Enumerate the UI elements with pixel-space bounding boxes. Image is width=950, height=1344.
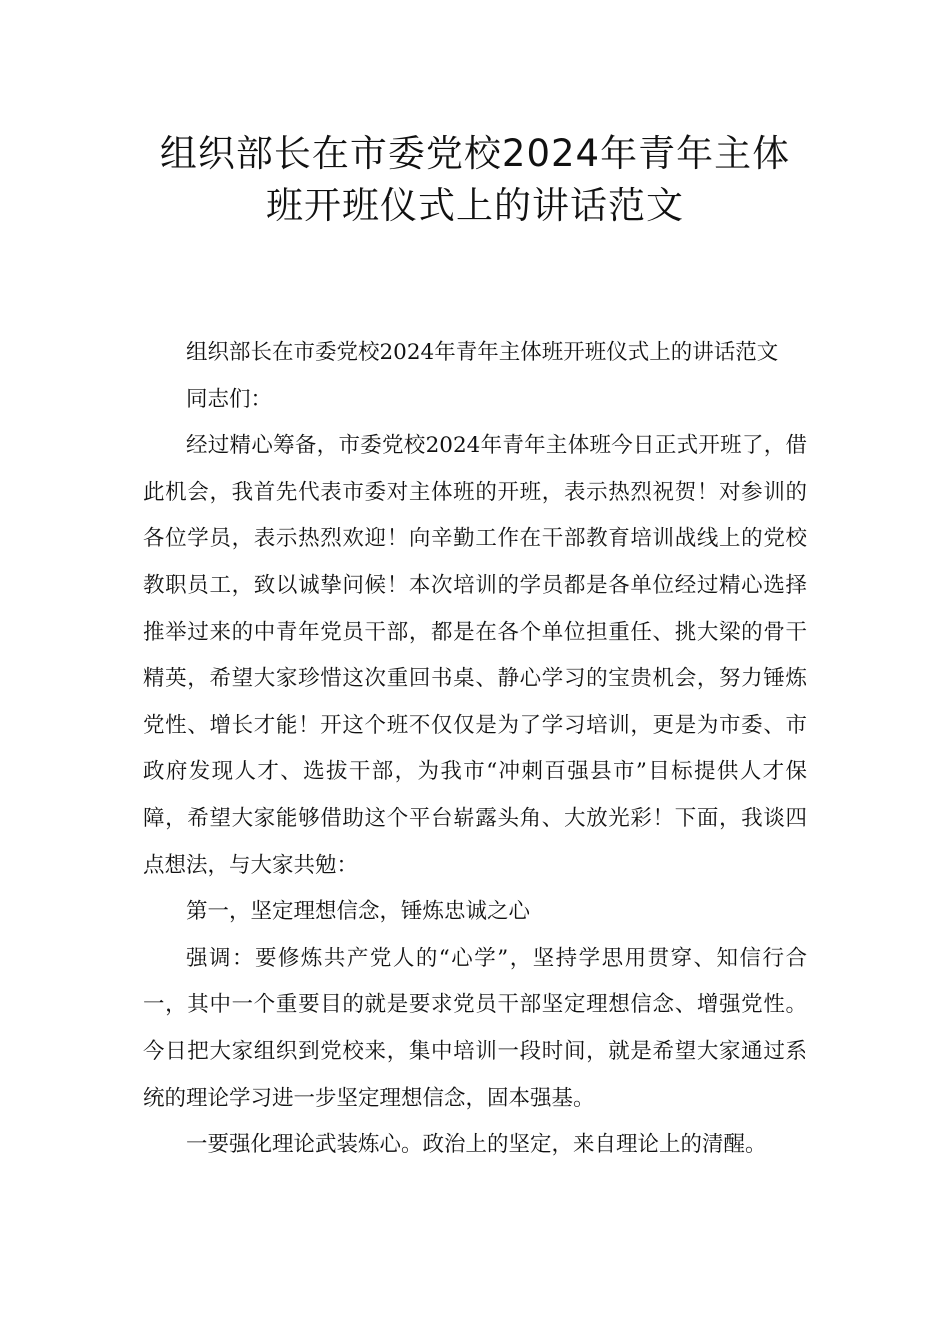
document-body	[143, 330, 807, 1169]
title-line-1: 组织部长在市委党校2024年青年主体	[159, 132, 791, 175]
paragraph-section-heading: 第一，坚定理想信念，锤炼忠诚之心	[186, 899, 531, 925]
paragraph-point-one: 一要强化理论武装炼心。政治上的坚定，来自理论上的清醒。	[186, 1132, 767, 1158]
paragraph-subtitle: 组织部长在市委党校2024年青年主体班开班仪式上的讲话范文	[186, 340, 779, 365]
paragraph-emphasis: 强调：要修炼共产党人的“心学”，坚持学思用贯穿、知信行合一，其中一个重要目的就是要求党员干部坚定理想信念、增强党性。今日把大家组织到党校来，集中培训一段时间，就是希望大家通过系统的理论学习进一步坚定理想信念，固本强基。	[143, 945, 807, 1111]
paragraph-opening: 经过精心筹备，市委党校2024年青年主体班今日正式开班了，借此机会，我首先代表市委对主体班的开班，表示热烈祝贺！对参训的各位学员，表示热烈欢迎！向辛勤工作在干部教育培训战线上的党校教职员工，致以诚挚问候！本次培训的学员都是各单位经过精心选择推举过来的中青年党员干部，都是在各个单位担重任、挑大梁的骨干精英，希望大家珍惜这次重回书桌、静心学习的宝贵机会，努力锤炼党性、增长才能！开这个班不仅仅是为了学习培训，更是为市委、市政府发现人才、选拔干部，为我市“冲刺百强县市”目标提供人才保障，希望大家能够借助这个平台崭露头角、大放光彩！下面，我谈四点想法，与大家共勉：	[143, 433, 807, 878]
title-line-2: 班开班仪式上的讲话范文	[266, 184, 684, 227]
paragraph-salutation: 同志们：	[186, 386, 273, 412]
document-title	[120, 128, 830, 232]
